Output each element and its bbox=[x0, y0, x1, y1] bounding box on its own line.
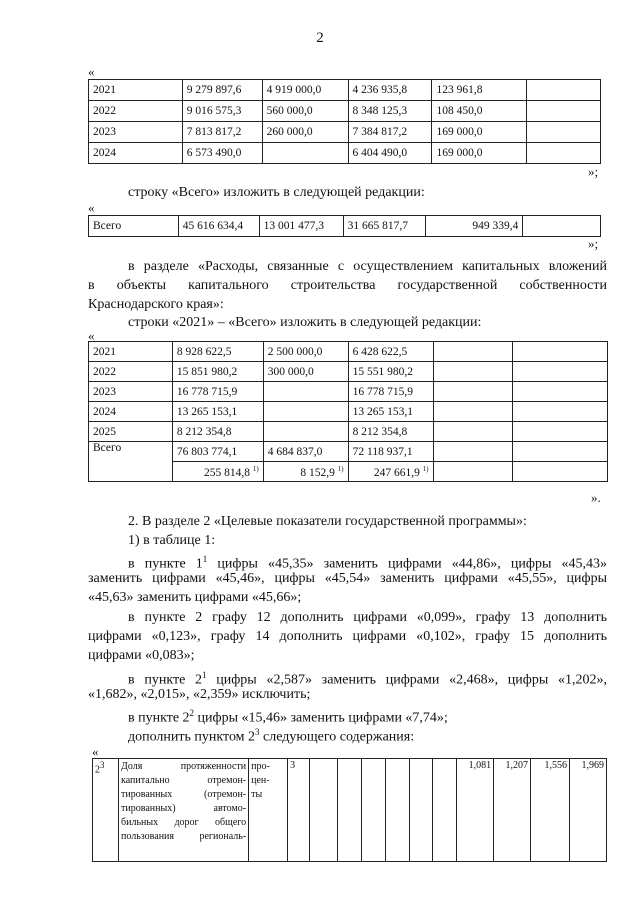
amount-cell bbox=[263, 402, 348, 422]
year-cell: 2025 bbox=[89, 422, 173, 442]
amount-cell: 15 551 980,2 bbox=[348, 362, 433, 382]
amount-cell: 260 000,0 bbox=[262, 122, 348, 143]
table-indicator-2-3 bbox=[92, 758, 607, 862]
indicator-unit bbox=[249, 759, 288, 862]
amount-cell: 6 573 490,0 bbox=[182, 143, 262, 164]
paragraph-rows-2021-total: строки «2021» – «Всего» изложить в следующей редакции: bbox=[128, 315, 482, 330]
amount-cell bbox=[263, 462, 348, 482]
amount-cell: 7 384 817,2 bbox=[348, 122, 432, 143]
open-quote: « bbox=[92, 744, 99, 759]
table-row bbox=[89, 342, 608, 362]
year-cell: 2024 bbox=[89, 143, 183, 164]
table-row bbox=[89, 101, 601, 122]
amount-cell: 45 616 634,4 bbox=[178, 216, 259, 237]
footnote-mark: 1) bbox=[422, 464, 429, 473]
item-d-line: в пункте $2^2$ цифры «15,46» заменить цифрами «7,74»; bbox=[128, 708, 448, 726]
indicator-name-line: Доля протяженности bbox=[121, 761, 247, 772]
amount-cell bbox=[263, 422, 348, 442]
amount-cell: 76 803 774,1 bbox=[172, 442, 263, 462]
amount-cell bbox=[513, 402, 608, 422]
indicator-name-line: бильных дорог общего bbox=[121, 817, 247, 828]
amount-cell: 16 778 715,9 bbox=[172, 382, 263, 402]
amount-cell bbox=[172, 462, 263, 482]
amount-cell bbox=[513, 342, 608, 362]
value-cell: 1,969 bbox=[570, 759, 607, 862]
year-cell: 2022 bbox=[89, 362, 173, 382]
amount-cell: 13 265 153,1 bbox=[348, 402, 433, 422]
amount-cell: 560 000,0 bbox=[262, 101, 348, 122]
table-total bbox=[88, 215, 601, 237]
indicator-name-line: пользования региональ- bbox=[121, 831, 247, 842]
indicator-name-line: капитально отремон- bbox=[121, 775, 247, 786]
year-cell: 2023 bbox=[89, 382, 173, 402]
item-a-line3: «45,63» заменить цифрами «45,66»; bbox=[88, 590, 302, 605]
amount-cell bbox=[433, 382, 513, 402]
table-row bbox=[89, 216, 601, 237]
amount-value: 8 152,9 bbox=[300, 466, 335, 479]
amount-value: 247 661,9 bbox=[373, 466, 420, 479]
indicator-unit-line: ты bbox=[251, 789, 263, 800]
year-cell: 2023 bbox=[89, 122, 183, 143]
open-quote: « bbox=[88, 64, 95, 79]
open-quote: « bbox=[88, 328, 95, 343]
indicator-number: $2^3$ bbox=[93, 759, 119, 862]
table-row bbox=[89, 143, 601, 164]
amount-cell bbox=[433, 442, 513, 462]
amount-cell: 4 236 935,8 bbox=[348, 80, 432, 101]
empty-cell bbox=[338, 759, 362, 862]
amount-cell: 9 279 897,6 bbox=[182, 80, 262, 101]
close-quote: ». bbox=[591, 490, 601, 505]
table-row bbox=[89, 382, 608, 402]
indicator-code: 3 bbox=[288, 759, 310, 862]
empty-cell bbox=[409, 759, 433, 862]
amount-cell bbox=[527, 80, 601, 101]
section-2-table1: 1) в таблице 1: bbox=[128, 533, 216, 548]
indicator-name-line: тированных (отремон- bbox=[121, 789, 247, 800]
year-cell: 2022 bbox=[89, 101, 183, 122]
amount-cell: 8 348 125,3 bbox=[348, 101, 432, 122]
value-cell: 1,207 bbox=[494, 759, 531, 862]
amount-cell bbox=[527, 122, 601, 143]
table-row bbox=[89, 362, 608, 382]
amount-cell bbox=[433, 422, 513, 442]
amount-cell: 8 928 622,5 bbox=[172, 342, 263, 362]
year-cell: 2021 bbox=[89, 342, 173, 362]
footnote-mark: 1) bbox=[252, 464, 259, 473]
amount-cell bbox=[513, 422, 608, 442]
amount-cell: 8 212 354,8 bbox=[172, 422, 263, 442]
table-year-rows bbox=[88, 79, 601, 164]
indicator-name-line: тированных) автомо- bbox=[121, 803, 247, 814]
amount-cell bbox=[433, 462, 513, 482]
amount-cell: 108 450,0 bbox=[432, 101, 527, 122]
amount-cell: 15 851 980,2 bbox=[172, 362, 263, 382]
close-quote: »; bbox=[588, 164, 599, 179]
amount-cell: 13 001 477,3 bbox=[259, 216, 343, 237]
table-capital-investments bbox=[88, 341, 608, 482]
indicator-name bbox=[119, 759, 249, 862]
item-e-line: дополнить пунктом $2^3$ следующего содержания: bbox=[128, 727, 415, 745]
table-row bbox=[93, 759, 607, 862]
table-row bbox=[89, 402, 608, 422]
amount-cell: 949 339,4 bbox=[425, 216, 523, 237]
amount-cell: 13 265 153,1 bbox=[172, 402, 263, 422]
amount-cell: 72 118 937,1 bbox=[348, 442, 433, 462]
indicator-unit-line: про- bbox=[251, 761, 270, 772]
year-cell: 2024 bbox=[89, 402, 173, 422]
table-row bbox=[89, 442, 608, 462]
item-c-line1: в пункте $2^1$ цифры «2,587» заменить цифрами «2,468», цифры «1,202», bbox=[128, 670, 607, 688]
empty-cell bbox=[433, 759, 457, 862]
indicator-unit-line: цен- bbox=[251, 775, 270, 786]
amount-cell: 169 000,0 bbox=[432, 143, 527, 164]
paragraph-section-line2: в объекты капитального строительства государственной собственности bbox=[88, 278, 607, 293]
amount-cell bbox=[433, 342, 513, 362]
amount-cell bbox=[513, 362, 608, 382]
empty-cell bbox=[361, 759, 385, 862]
paragraph-total-row: строку «Всего» изложить в следующей редакции: bbox=[128, 185, 425, 200]
amount-cell bbox=[433, 402, 513, 422]
item-a-line2: заменить цифрами «45,46», цифры «45,54» заменить цифрами «45,55», цифры bbox=[88, 571, 607, 586]
amount-cell: 7 813 817,2 bbox=[182, 122, 262, 143]
empty-cell bbox=[385, 759, 409, 862]
close-quote: »; bbox=[588, 236, 599, 251]
page-number: 2 bbox=[316, 30, 324, 46]
item-b-line1: в пункте 2 графу 12 дополнить цифрами «0,099», графу 13 дополнить bbox=[128, 610, 607, 625]
amount-cell: 9 016 575,3 bbox=[182, 101, 262, 122]
amount-cell bbox=[523, 216, 601, 237]
amount-cell bbox=[263, 382, 348, 402]
amount-cell bbox=[527, 143, 601, 164]
amount-cell bbox=[513, 382, 608, 402]
item-b-line3: цифрами «0,083»; bbox=[88, 648, 195, 663]
amount-cell bbox=[348, 462, 433, 482]
amount-cell bbox=[527, 101, 601, 122]
total-label-cell: Всего bbox=[89, 216, 179, 237]
year-cell: 2021 bbox=[89, 80, 183, 101]
amount-cell bbox=[262, 143, 348, 164]
amount-cell: 6 428 622,5 bbox=[348, 342, 433, 362]
amount-cell: 16 778 715,9 bbox=[348, 382, 433, 402]
table-row bbox=[89, 422, 608, 442]
total-label-cell: Всего bbox=[89, 442, 173, 482]
amount-cell: 8 212 354,8 bbox=[348, 422, 433, 442]
amount-cell: 2 500 000,0 bbox=[263, 342, 348, 362]
amount-cell: 123 961,8 bbox=[432, 80, 527, 101]
section-2-heading: 2. В разделе 2 «Целевые показатели государственной программы»: bbox=[128, 514, 527, 529]
amount-cell bbox=[433, 362, 513, 382]
amount-cell: 300 000,0 bbox=[263, 362, 348, 382]
amount-cell: 6 404 490,0 bbox=[348, 143, 432, 164]
value-cell: 1,081 bbox=[457, 759, 494, 862]
paragraph-section-line1: в разделе «Расходы, связанные с осуществлением капитальных вложений bbox=[128, 259, 607, 274]
empty-cell bbox=[309, 759, 337, 862]
amount-cell: 4 684 837,0 bbox=[263, 442, 348, 462]
table-row bbox=[89, 122, 601, 143]
amount-cell bbox=[513, 442, 608, 462]
amount-value: 255 814,8 bbox=[204, 466, 250, 479]
paragraph-section-line3: Краснодарского края»: bbox=[88, 297, 224, 312]
amount-cell bbox=[513, 462, 608, 482]
amount-cell: 4 919 000,0 bbox=[262, 80, 348, 101]
footnote-mark: 1) bbox=[337, 464, 344, 473]
item-a-line1: в пункте $1^1$ цифры «45,35» заменить цифрами «44,86», цифры «45,43» bbox=[128, 554, 607, 572]
item-b-line2: цифрами «0,123», графу 14 дополнить цифрами «0,102», графу 15 дополнить bbox=[88, 629, 607, 644]
value-cell: 1,556 bbox=[530, 759, 569, 862]
amount-cell: 169 000,0 bbox=[432, 122, 527, 143]
open-quote: « bbox=[88, 200, 95, 215]
table-row bbox=[89, 80, 601, 101]
item-c-line2: «1,682», «2,015», «2,359» исключить; bbox=[88, 687, 311, 702]
amount-cell: 31 665 817,7 bbox=[343, 216, 425, 237]
